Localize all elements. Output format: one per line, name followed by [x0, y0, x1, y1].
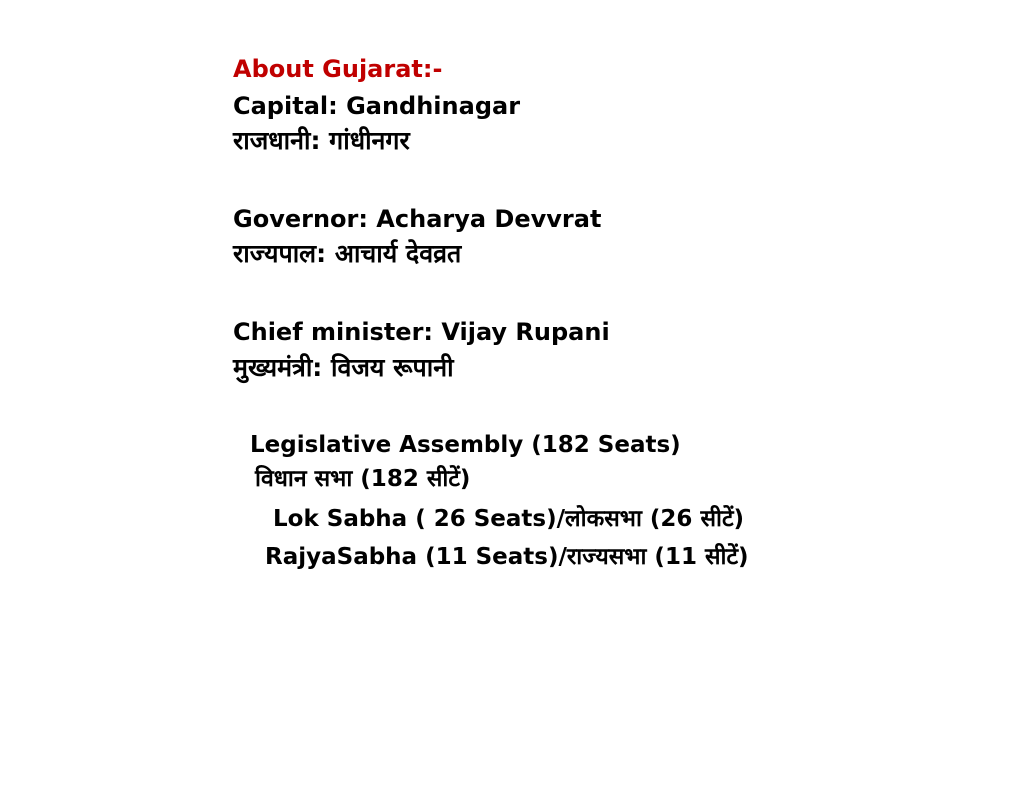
legislative-assembly-hindi: विधान सभा (182 सीटें): [255, 466, 471, 492]
chief-minister-english: Chief minister: Vijay Rupani: [233, 318, 610, 346]
rajya-sabha-seats: RajyaSabha (11 Seats)/राज्यसभा (11 सीटें): [265, 544, 749, 570]
capital-english: Capital: Gandhinagar: [233, 92, 521, 120]
governor-hindi: राज्यपाल: आचार्य देवव्रत: [233, 239, 462, 268]
capital-hindi: राजधानी: गांधीनगर: [233, 126, 410, 155]
section-heading: About Gujarat:-: [233, 55, 443, 83]
legislative-assembly-english: Legislative Assembly (182 Seats): [250, 432, 681, 458]
governor-english: Governor: Acharya Devvrat: [233, 205, 602, 233]
lok-sabha-seats: Lok Sabha ( 26 Seats)/लोकसभा (26 सीटें): [273, 506, 745, 532]
chief-minister-hindi: मुख्यमंत्री: विजय रूपानी: [233, 353, 454, 382]
